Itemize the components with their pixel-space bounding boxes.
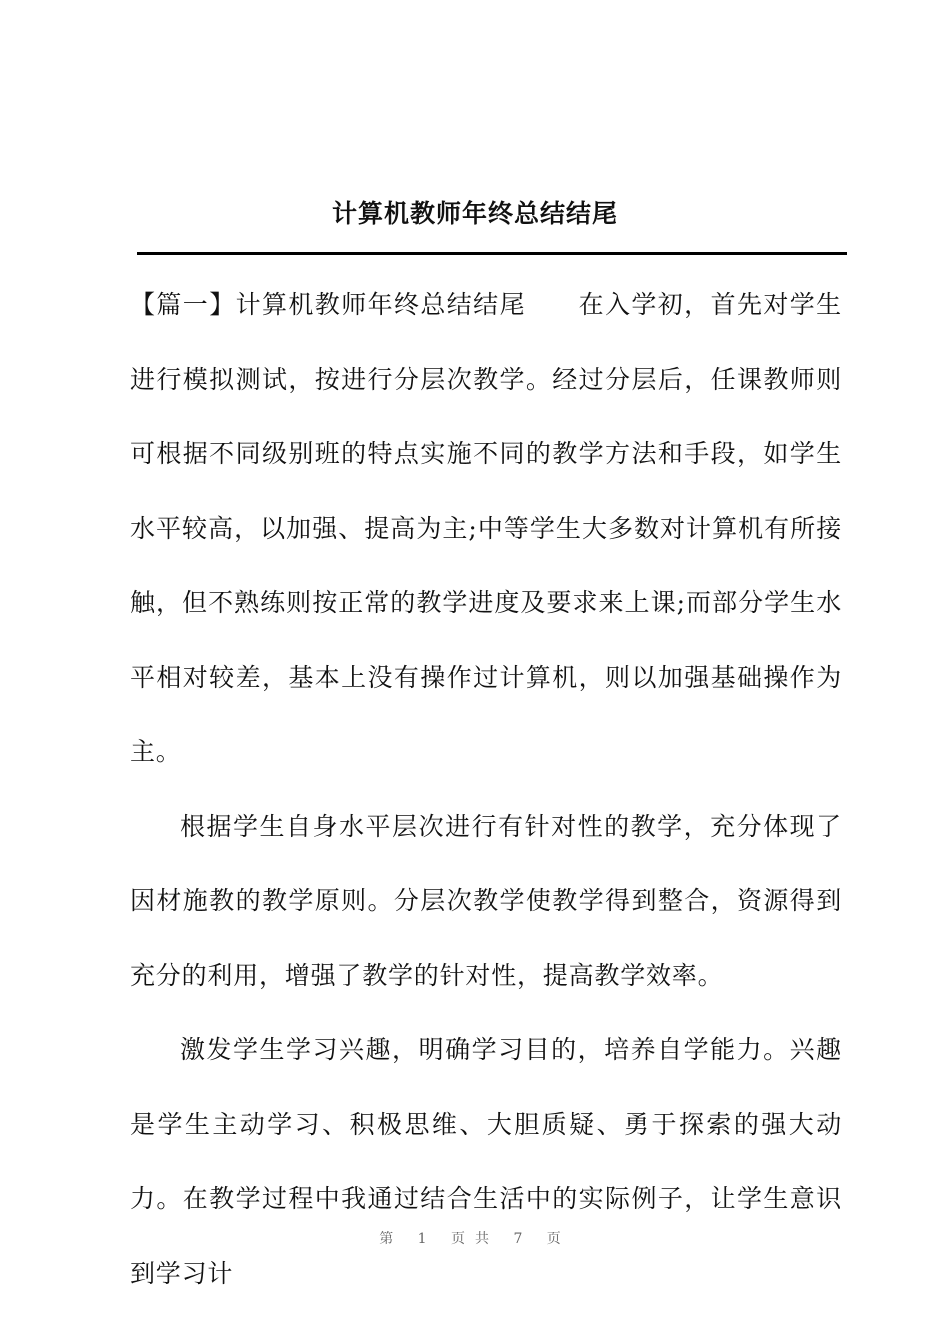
- section-label: 【篇一】计算机教师年终总结结尾: [130, 290, 526, 319]
- document-title: 计算机教师年终总结结尾: [331, 199, 618, 228]
- paragraph-1-text: 在入学初，首先对学生进行模拟测试，按进行分层次教学。经过分层后，任课教师则可根据不同级别班的特点实施不同的教学方法和手段，如学生水平较高，以加强、提高为主;中等学生大多数对计算机有所接触，但不熟练则按正常的教学进度及要求来上课;而部分学生水平相对较差，基本上没有操作过计算机，则以加强基础操作为主。: [130, 290, 842, 766]
- paragraph-2: 根据学生自身水平层次进行有针对性的教学，充分体现了因材施教的教学原则。分层次教学使教学得到整合，资源得到充分的利用，增强了教学的针对性，提高教学效率。: [130, 811, 842, 990]
- paragraph-1: [130, 268, 842, 790]
- page-number-footer: 第 1 页共 7 页: [379, 1231, 571, 1247]
- title-divider: [137, 252, 847, 255]
- paragraph-3: 激发学生学习兴趣，明确学习目的，培养自学能力。兴趣是学生主动学习、积极思维、大胆质疑、勇于探索的强大动力。在教学过程中我通过结合生活中的实际例子，让学生意识到学习计: [130, 1035, 842, 1288]
- document-body: [130, 268, 842, 1311]
